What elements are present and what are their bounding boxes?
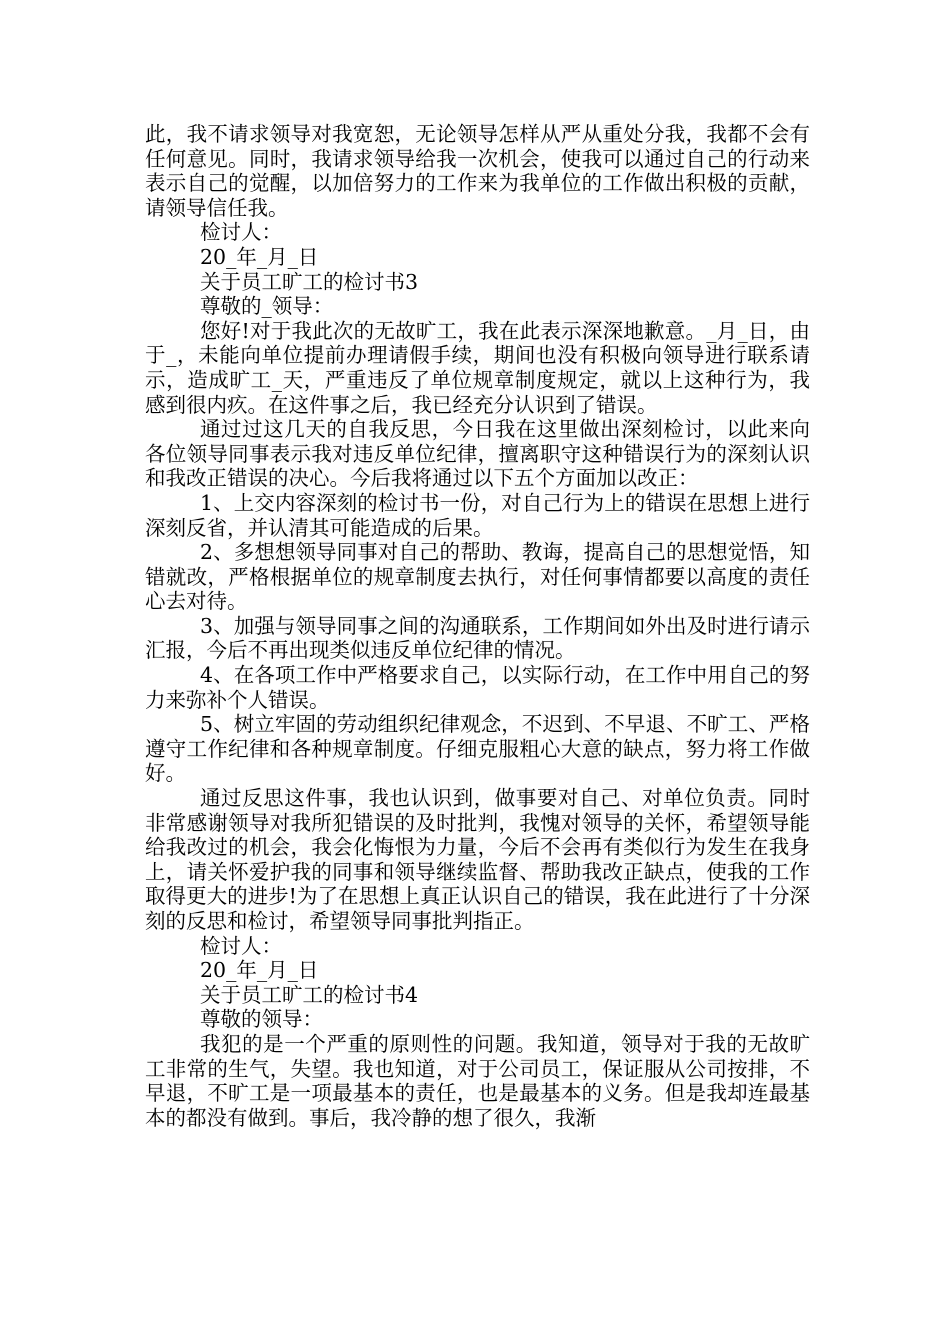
salutation: 尊敬的_领导：: [200, 294, 334, 319]
list-item: 5、树立牢固的劳动组织纪律观念，不迟到、不早退、不旷工、严格遵守工作纪律和各种规章制度。仔细克服粗心大意的缺点，努力将工作做好。: [145, 712, 810, 786]
list-item: 1、上交内容深刻的检讨书一份，对自己行为上的错误在思想上进行深刻反省，并认清其可能造成的后果。: [145, 490, 810, 540]
body-paragraph: 您好!对于我此次的无故旷工，我在此表示深深地歉意。_月_日，由于_，未能向单位提前办理请假手续，期间也没有积极向领导进行联系请示，造成旷工_天，严重违反了单位规章制度规定，就以上这种行为，我感到很内疚。在这件事之后，我已经充分认识到了错误。: [145, 318, 810, 417]
date-line: 20_年_月_日: [200, 244, 319, 269]
paragraph-continuation: 此，我不请求领导对我宽恕，无论领导怎样从严从重处分我，我都不会有任何意见。同时，我请求领导给我一次机会，使我可以通过自己的行动来表示自己的觉醒，以加倍努力的工作来为我单位的工作做出积极的贡献，请领导信任我。: [145, 122, 810, 220]
signature-label: 检讨人：: [200, 220, 282, 245]
body-paragraph: 通过过这几天的自我反思，今日我在这里做出深刻检讨，以此来向各位领导同事表示我对违反单位纪律，擅离职守这种错误行为的深刻认识和我改正错误的决心。今后我将通过以下五个方面加以改正：: [145, 417, 810, 491]
document-page: [145, 122, 810, 1130]
signature-label: 检讨人：: [200, 933, 282, 958]
body-paragraph: 通过反思这件事，我也认识到，做事要对自己、对单位负责。同时非常感谢领导对我所犯错误的及时批判，我愧对领导的关怀，希望领导能给我改过的机会，我会化悔恨为力量，今后不会再有类似行为发生在我身上，请关怀爱护我的同事和领导继续监督、帮助我改正缺点，使我的工作取得更大的进步!为了在思想上真正认识自己的错误，我在此进行了十分深刻的反思和检讨，希望领导同事批判指正。: [145, 786, 810, 933]
list-item: 4、在各项工作中严格要求自己，以实际行动，在工作中用自己的努力来弥补个人错误。: [145, 663, 810, 712]
list-item: 3、加强与领导同事之间的沟通联系，工作期间如外出及时进行请示汇报，今后不再出现类似违反单位纪律的情况。: [145, 613, 810, 663]
date-line: 20_年_月_日: [200, 958, 319, 983]
section-title: 关于员工旷工的检讨书3: [200, 269, 419, 294]
body-paragraph: 我犯的是一个严重的原则性的问题。我知道，领导对于我的无故旷工非常的生气，失望。我也知道，对于公司员工，保证服从公司按排，不早退，不旷工是一项最基本的责任，也是最基本的义务。但是我却连最基本的都没有做到。事后，我冷静的想了很久，我渐: [145, 1031, 810, 1130]
section-title: 关于员工旷工的检讨书4: [200, 982, 419, 1007]
salutation: 尊敬的领导：: [200, 1007, 323, 1032]
list-item: 2、多想想领导同事对自己的帮助、教诲，提高自己的思想觉悟，知错就改，严格根据单位的规章制度去执行，对任何事情都要以高度的责任心去对待。: [145, 540, 810, 614]
